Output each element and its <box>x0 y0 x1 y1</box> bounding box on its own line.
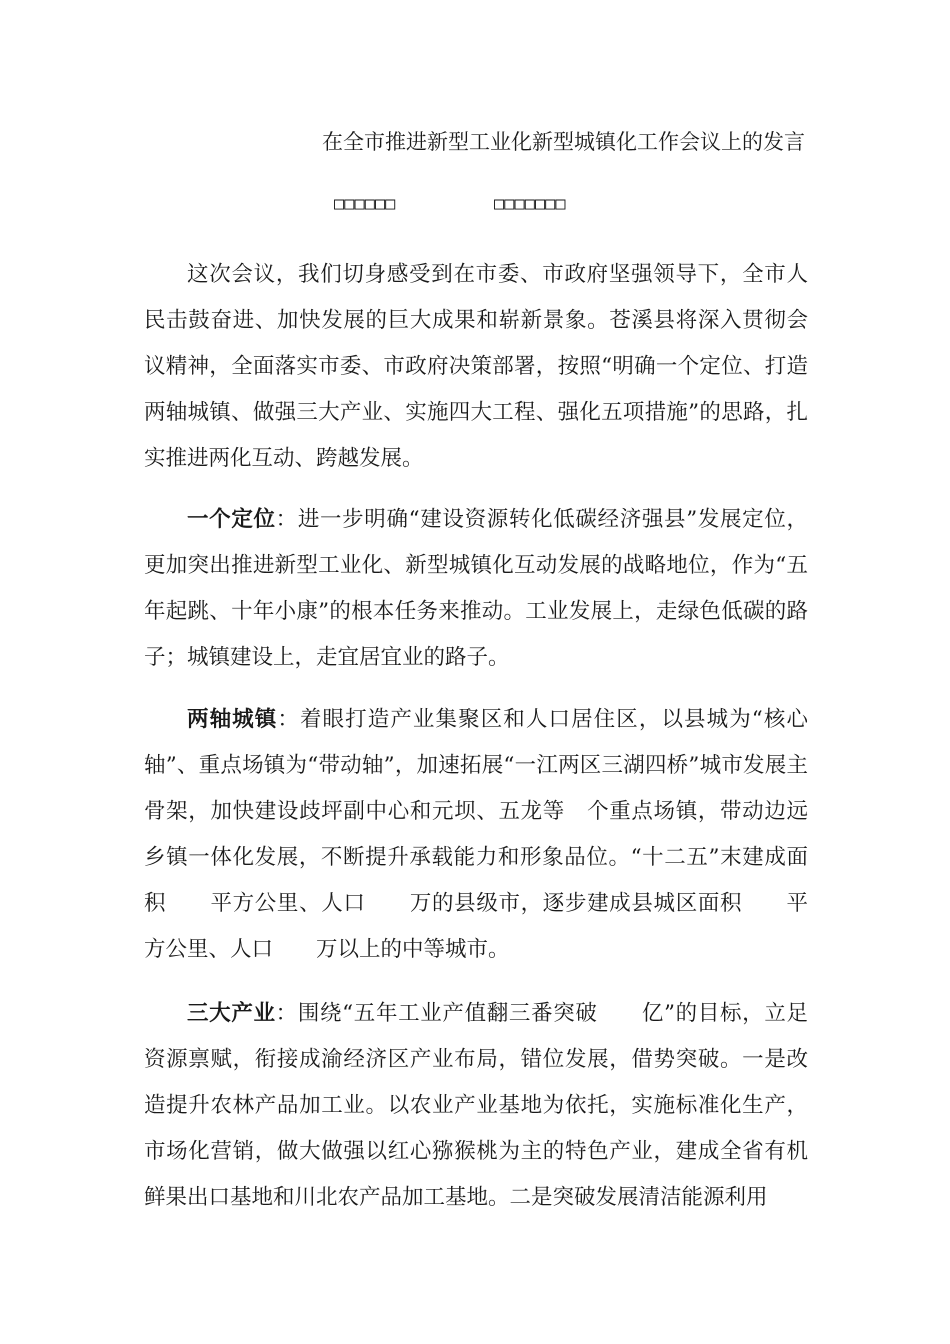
paragraph-heading: 一个定位 <box>187 507 276 532</box>
paragraph-three-industries <box>144 991 808 1221</box>
document-title: 在全市推进新型工业化新型城镇化工作会议上的发言 <box>322 130 805 154</box>
paragraph-heading: 两轴城镇 <box>187 707 278 732</box>
paragraph-text: 这次会议，我们切身感受到在市委、市政府坚强领导下，全市人民击鼓奋进、加快发展的巨大成果和崭新景象。苍溪县将深入贯彻会议精神，全面落实市委、市政府决策部署，按照“明确一个定位、打造两轴城镇、做强三大产业、实施四大工程、强化五项措施”的思路，扎实推进两化互动、跨越发展。 <box>144 262 808 471</box>
speaker-name: □□□□□□□ <box>494 194 566 214</box>
paragraph-text: ：围绕“五年工业产值翻三番突破 亿”的目标，立足资源禀赋，衔接成渝经济区产业布局，错位发展，借势突破。一是改造提升农林产品加工业。以农业产业基地为依托，实施标准化生产，市场化营销，做大做强以红心猕猴桃为主的特色产业，建成全省有机鲜果出口基地和川北农产品加工基地。二是突破发展清洁能源利用 <box>144 1001 808 1210</box>
paragraph-heading: 三大产业 <box>187 1001 276 1026</box>
paragraph-two-axis-towns <box>144 697 808 973</box>
paragraph-intro <box>144 252 808 482</box>
paragraph-text: ：进一步明确“建设资源转化低碳经济强县”发展定位，更加突出推进新型工业化、新型城镇化互动发展的战略地位，作为“五年起跳、十年小康”的根本任务来推动。工业发展上，走绿色低碳的路子；城镇建设上，走宜居宜业的路子。 <box>144 507 808 670</box>
speaker-unit: □□□□□□ <box>334 194 396 214</box>
paragraph-text: ：着眼打造产业集聚区和人口居住区，以县城为“核心轴”、重点场镇为“带动轴”，加速拓展“一江两区三湖四桥”城市发展主骨架，加快建设歧坪副中心和元坝、五龙等 个重点场镇，带动边远乡镇一体化发展，不断提升承载能力和形象品位。“十二五”末建成面积 平方公里、人口 万的县级市，逐步建成县城区面积 平方公里、人口 万以上的中等城市。 <box>144 707 808 962</box>
paragraph-positioning <box>144 497 808 681</box>
